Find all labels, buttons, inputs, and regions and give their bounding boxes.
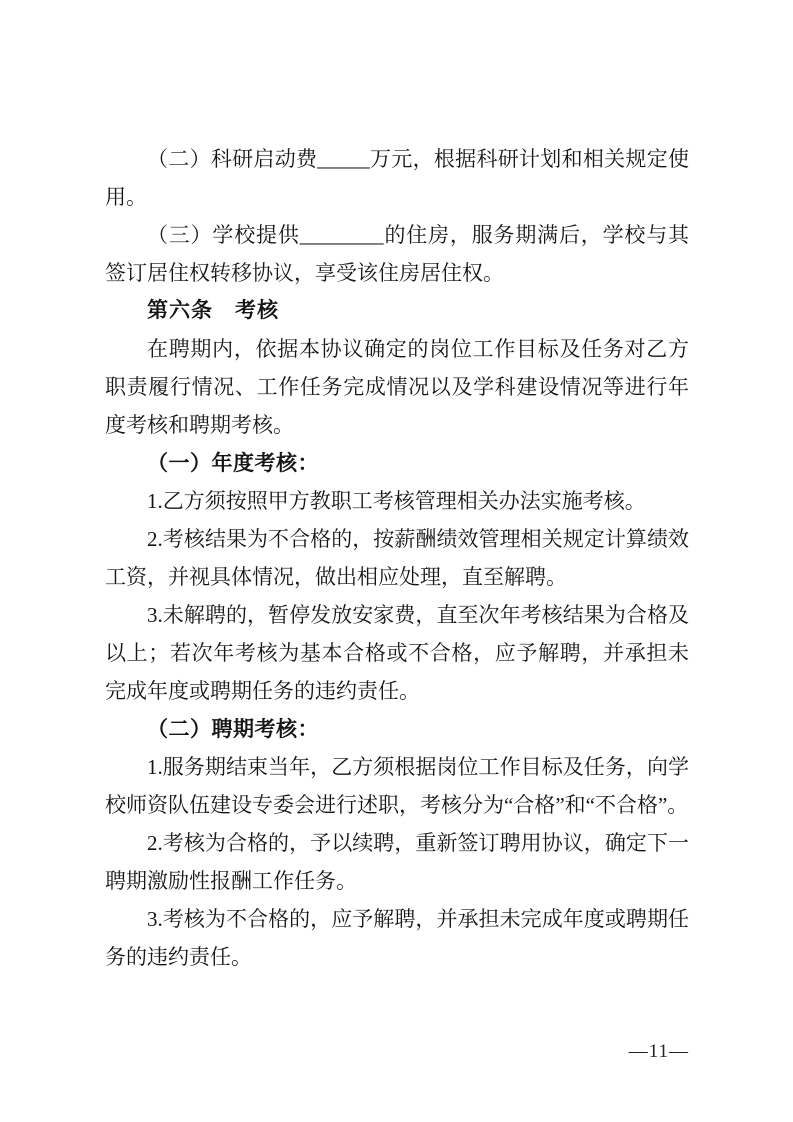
paragraph: 1.服务期结束当年，乙方须根据岗位工作目标及任务，向学校师资队伍建设专委会进行述职，考核分为“合格”和“不合格”。 [105, 755, 689, 817]
paragraph: 在聘期内，依据本协议确定的岗位工作目标及任务对乙方职责履行情况、工作任务完成情况以及学科建设情况等进行年度考核和聘期考核。 [105, 337, 689, 437]
paragraph: 2.考核为合格的，予以续聘，重新签订聘用协议，确定下一聘期激励性报酬工作任务。 [105, 831, 689, 893]
section-heading: （二）聘期考核： [147, 717, 319, 741]
page-number: —11— [628, 1041, 689, 1062]
document-body [105, 140, 689, 976]
paragraph: （二）科研启动费_____万元，根据科研计划和相关规定使用。 [105, 147, 689, 209]
paragraph: 3.未解聘的，暂停发放安家费，直至次年考核结果为合格及以上；若次年考核为基本合格或不合格，应予解聘，并承担未完成年度或聘期任务的违约责任。 [105, 603, 689, 703]
paragraph: 3.考核为不合格的，应予解聘，并承担未完成年度或聘期任务的违约责任。 [105, 907, 689, 969]
paragraph: 1.乙方须按照甲方教职工考核管理相关办法实施考核。 [147, 489, 646, 513]
paragraph: （三）学校提供________的住房，服务期满后，学校与其签订居住权转移协议，享受该住房居住权。 [105, 223, 689, 285]
paragraph: 2.考核结果为不合格的，按薪酬绩效管理相关规定计算绩效工资，并视具体情况，做出相应处理，直至解聘。 [105, 527, 689, 589]
article-heading: 第六条 考核 [147, 299, 279, 322]
section-heading: （一）年度考核： [147, 451, 319, 475]
